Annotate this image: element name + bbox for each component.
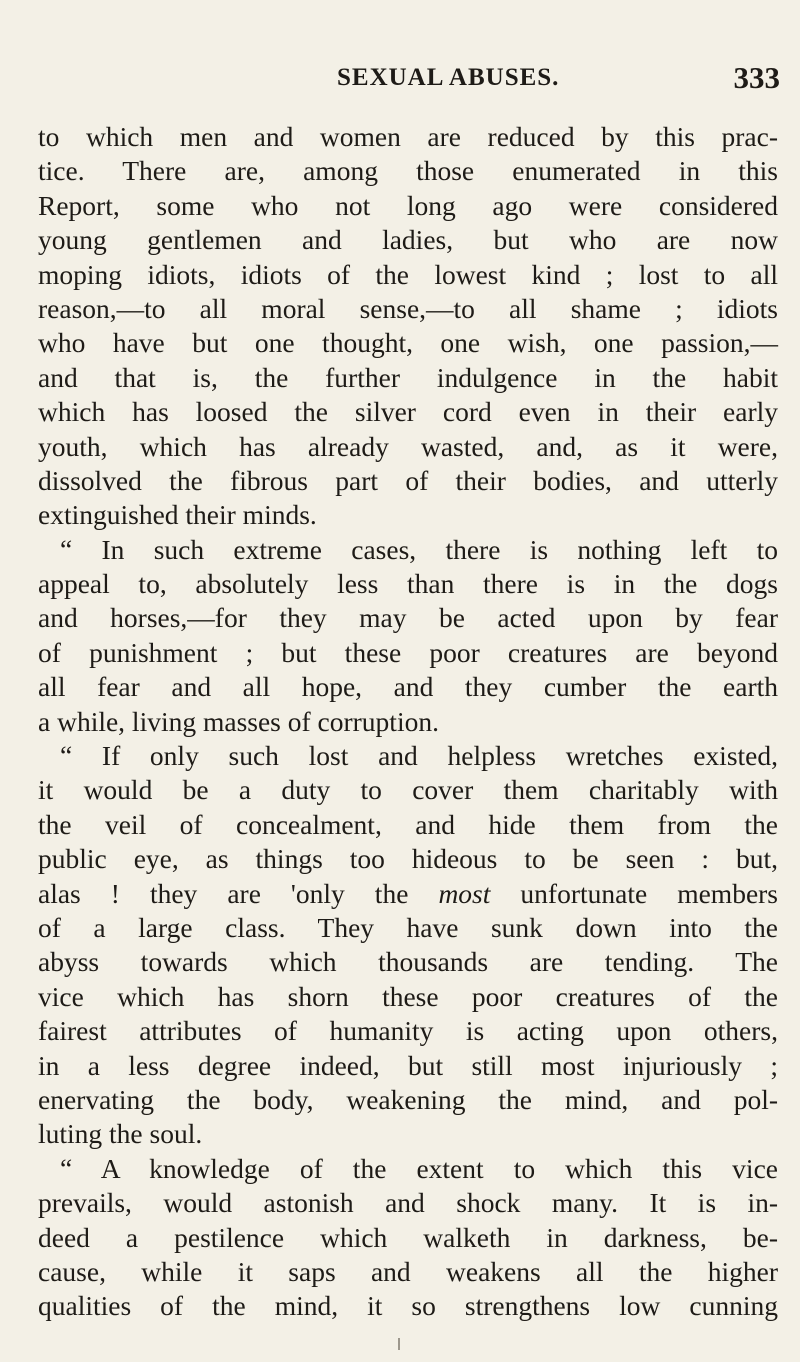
text-line: qualities of the mind, it so strengthens low cunning bbox=[38, 1290, 778, 1322]
text-fragment: alas ! they are 'only the bbox=[38, 877, 409, 909]
text-line: enervating the body, weakening the mind, and pol- bbox=[38, 1083, 778, 1115]
scan-speck bbox=[398, 1338, 400, 1350]
text-line: and horses,—for they may be acted upon by fear bbox=[38, 602, 778, 634]
text-line: it would be a duty to cover them charitably with bbox=[38, 774, 778, 806]
text-line: youth, which has already wasted, and, as it were, bbox=[38, 430, 778, 462]
text-line: in a less degree indeed, but still most injuriously ; bbox=[38, 1049, 778, 1081]
text-line: appeal to, absolutely less than there is in the dogs bbox=[38, 568, 778, 600]
text-line: vice which has shorn these poor creatures of the bbox=[38, 980, 778, 1012]
text-line: deed a pestilence which walketh in darkness, be- bbox=[38, 1221, 778, 1253]
text-line: young gentlemen and ladies, but who are now bbox=[38, 224, 778, 256]
text-line: of a large class. They have sunk down into the bbox=[38, 911, 778, 943]
text-line: dissolved the fibrous part of their bodies, and utterly bbox=[38, 464, 778, 496]
text-line: Report, some who not long ago were considered bbox=[38, 189, 778, 221]
text-line: the veil of concealment, and hide them from the bbox=[38, 808, 778, 840]
text-line: of punishment ; but these poor creatures are beyond bbox=[38, 636, 778, 668]
text-line: all fear and all hope, and they cumber the earth bbox=[38, 671, 778, 703]
running-title: SEXUAL ABUSES. bbox=[337, 64, 560, 91]
text-line: which has loosed the silver cord even in their early bbox=[38, 396, 778, 428]
text-line: “ In such extreme cases, there is nothing left to bbox=[60, 533, 778, 565]
text-line: and that is, the further indulgence in the habit bbox=[38, 361, 778, 393]
text-line: tice. There are, among those enumerated in this bbox=[38, 155, 778, 187]
text-line: abyss towards which thousands are tending. The bbox=[38, 946, 778, 978]
text-line bbox=[38, 877, 778, 911]
emphasis-most: most bbox=[438, 877, 491, 909]
text-fragment: unfortunate members bbox=[520, 877, 779, 909]
page-number: 333 bbox=[733, 60, 780, 95]
text-line: public eye, as things too hideous to be seen : but, bbox=[38, 843, 778, 875]
text-line: cause, while it saps and weakens all the higher bbox=[38, 1255, 778, 1287]
running-head bbox=[0, 58, 780, 98]
text-line: reason,—to all moral sense,—to all shame ; idiots bbox=[38, 292, 778, 324]
text-line: “ If only such lost and helpless wretches existed, bbox=[60, 740, 778, 772]
text-line: to which men and women are reduced by this prac- bbox=[38, 121, 778, 152]
text-line: a while, living masses of corruption. bbox=[38, 705, 439, 737]
text-line: extinguished their minds. bbox=[38, 499, 317, 531]
body-text bbox=[38, 120, 778, 1324]
text-line: who have but one thought, one wish, one passion,— bbox=[38, 327, 778, 359]
text-line: luting the soul. bbox=[38, 1118, 203, 1150]
text-line: fairest attributes of humanity is acting upon others, bbox=[38, 1015, 778, 1047]
text-line: moping idiots, idiots of the lowest kind ; lost to all bbox=[38, 258, 778, 290]
text-line: “ A knowledge of the extent to which this vice bbox=[60, 1152, 778, 1184]
text-line: prevails, would astonish and shock many. It is in- bbox=[38, 1187, 778, 1219]
